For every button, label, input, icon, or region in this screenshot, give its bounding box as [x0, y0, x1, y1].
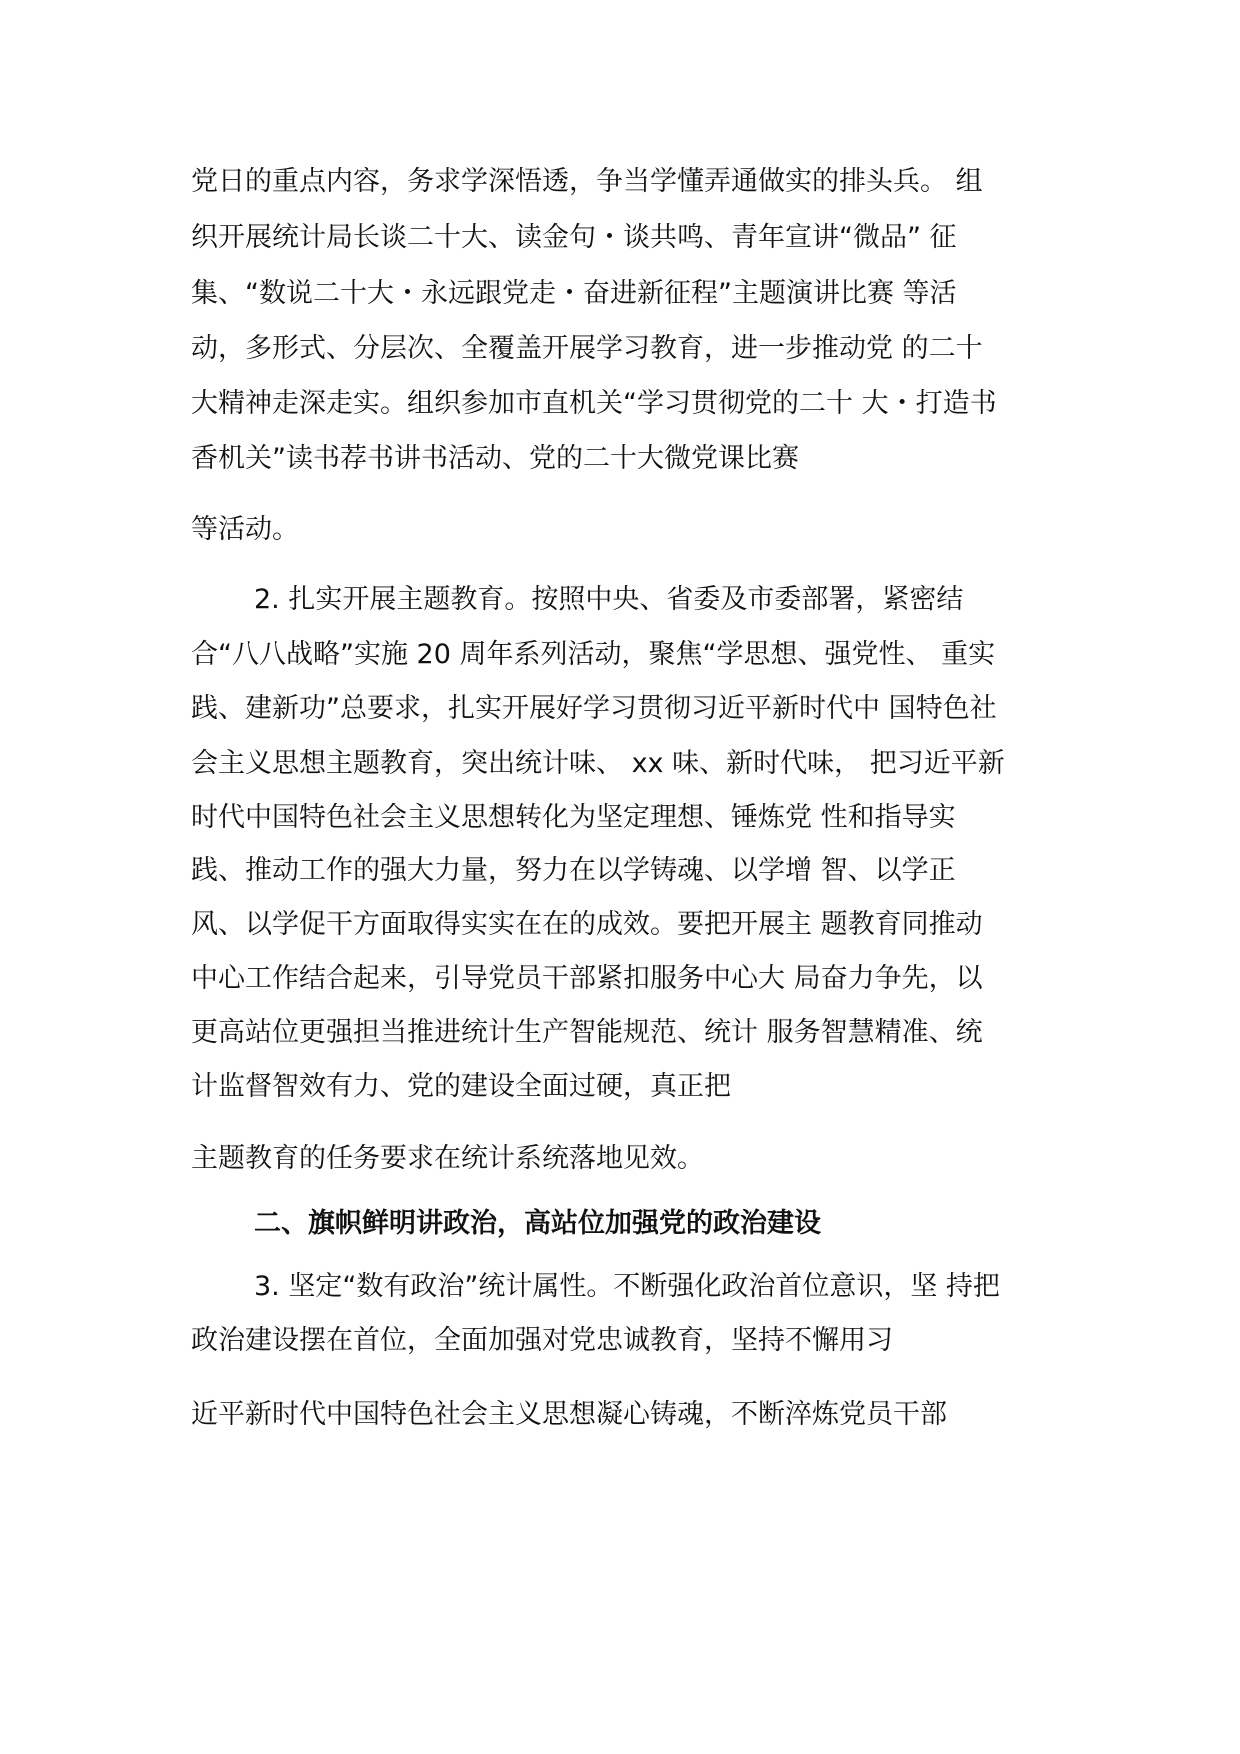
paragraph-line: 等活动。	[191, 514, 299, 545]
paragraph-line: 织开展统计局长谈二十大、读金句・谈共鸣、青年宣讲“微品” 征	[191, 222, 957, 253]
paragraph-line: 香机关”读书荐书讲书活动、党的二十大微党课比赛	[191, 443, 799, 474]
paragraph-line: 践、推动工作的强大力量，努力在以学铸魂、以学增 智、以学正	[191, 855, 956, 886]
paragraph-line: 更高站位更强担当推进统计生产智能规范、统计 服务智慧精准、统	[191, 1017, 983, 1048]
paragraph-line: 集、“数说二十大・永远跟党走・奋进新征程”主题演讲比赛 等活	[191, 278, 957, 309]
section-heading: 二、旗帜鲜明讲政治，高站位加强党的政治建设	[254, 1208, 821, 1239]
paragraph-line: 大精神走深走实。组织参加市直机关“学习贯彻党的二十 大・打造书	[191, 388, 997, 419]
paragraph-line: 政治建设摆在首位，全面加强对党忠诚教育，坚持不懈用习	[191, 1325, 893, 1356]
paragraph-line: 3. 坚定“数有政治”统计属性。不断强化政治首位意识，坚 持把	[254, 1271, 1000, 1302]
paragraph-line: 主题教育的任务要求在统计系统落地见效。	[191, 1143, 704, 1174]
paragraph-line: 践、建新功”总要求，扎实开展好学习贯彻习近平新时代中 国特色社	[191, 693, 997, 724]
paragraph-line: 近平新时代中国特色社会主义思想凝心铸魂，不断淬炼党员干部	[191, 1399, 947, 1430]
paragraph-line: 时代中国特色社会主义思想转化为坚定理想、锤炼党 性和指导实	[191, 802, 956, 833]
paragraph-line: 计监督智效有力、党的建设全面过硬，真正把	[191, 1071, 731, 1102]
paragraph-line: 风、以学促干方面取得实实在在的成效。要把开展主 题教育同推动	[191, 909, 983, 940]
paragraph-line: 中心工作结合起来，引导党员干部紧扣服务中心大 局奋力争先，以	[191, 963, 983, 994]
paragraph-line: 2. 扎实开展主题教育。按照中央、省委及市委部署，紧密结	[254, 584, 964, 615]
paragraph-line: 合“八八战略”实施 20 周年系列活动，聚焦“学思想、强党性、 重实	[191, 639, 996, 670]
paragraph-line: 会主义思想主题教育，突出统计味、 xx 味、新时代味， 把习近平新	[191, 748, 1005, 779]
paragraph-line: 党日的重点内容，务求学深悟透，争当学懂弄通做实的排头兵。 组	[191, 166, 983, 197]
paragraph-line: 动，多形式、分层次、全覆盖开展学习教育，进一步推动党 的二十	[191, 333, 983, 364]
